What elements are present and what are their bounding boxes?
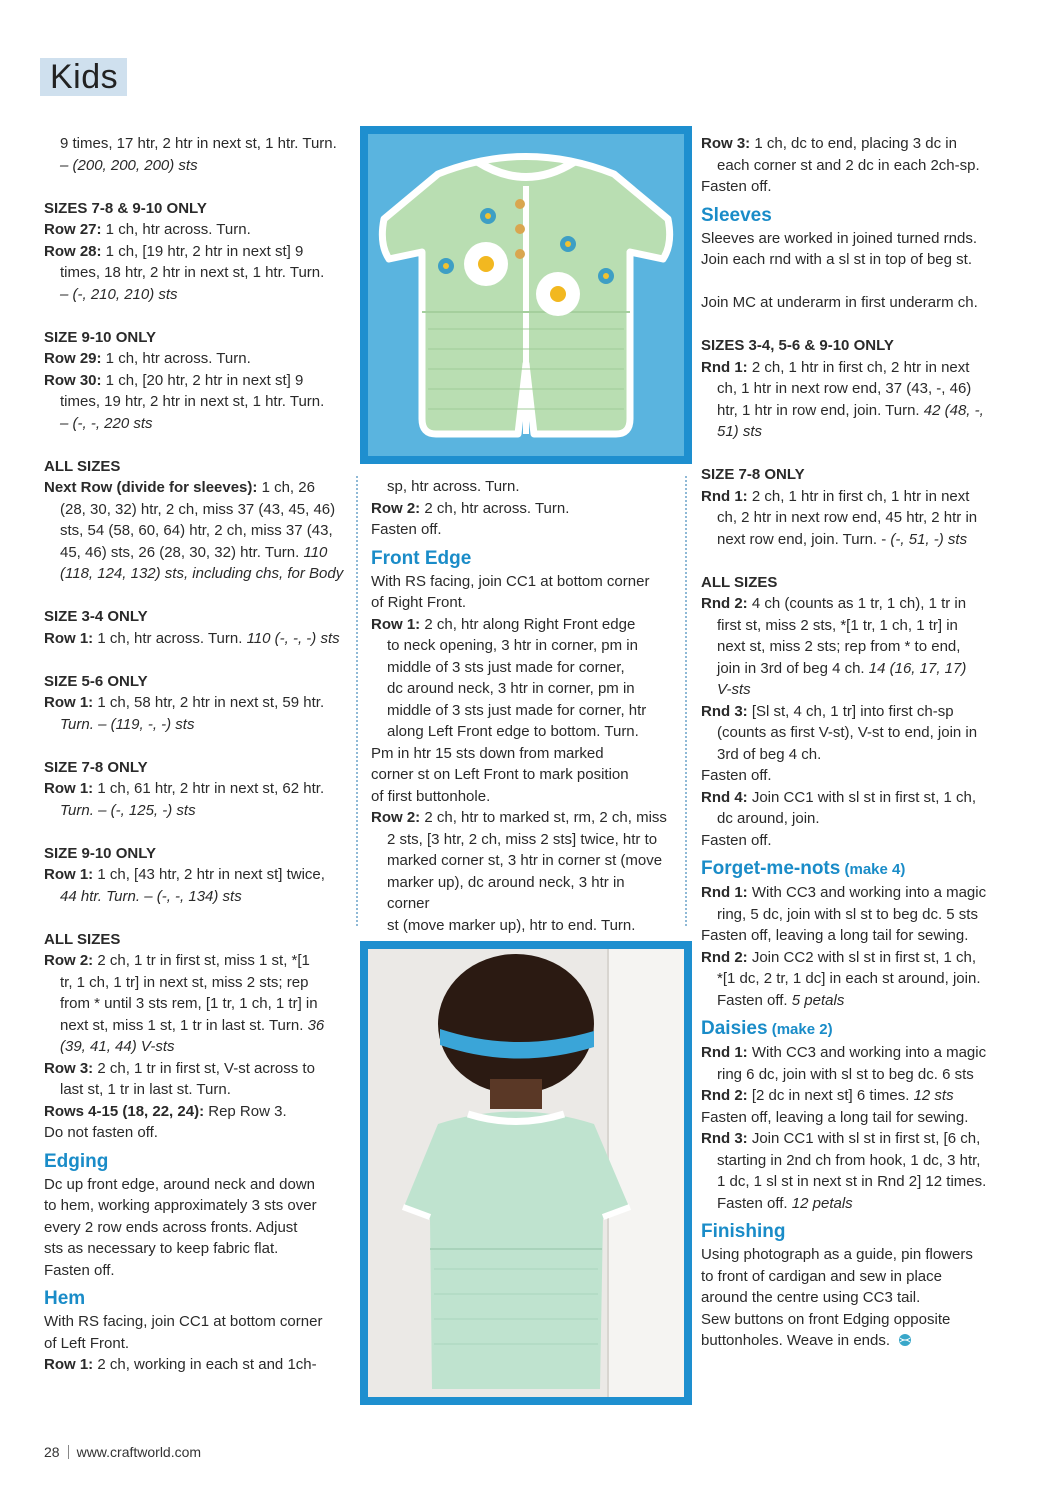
text-line: Pm in htr 15 sts down from marked [371, 744, 604, 762]
row-label: Row 27: [44, 221, 102, 238]
text-line: Sleeves are worked in joined turned rnds. [701, 229, 977, 247]
footer-divider [68, 1445, 69, 1459]
section-heading-sleeves: Sleeves [701, 204, 772, 226]
stitch-count: – (-, 210, 210) sts [60, 285, 178, 303]
text-line: dc around neck, 3 htr in corner, pm in [387, 680, 635, 697]
row-text: Rep Row 3. [204, 1102, 287, 1120]
text-line: middle of 3 sts just made for corner, [387, 658, 625, 676]
text-line: first st, miss 2 sts, *[1 tr, 1 ch, 1 tr] in [717, 616, 958, 634]
stitch-count: 14 (16, 17, 17) [864, 659, 967, 677]
text-line: sts as necessary to keep fabric flat. [44, 1240, 279, 1257]
cardigan-front-photo [360, 126, 692, 464]
row-text: 1 ch, [20 htr, 2 htr in next st] 9 [101, 371, 304, 389]
row-text: 2 ch, htr along Right Front edge [420, 615, 636, 633]
row-label: Rnd 1: [701, 1044, 748, 1061]
stitch-count: – (200, 200, 200) sts [60, 156, 198, 174]
size-heading: SIZES 3-4, 5-6 & 9-10 ONLY [701, 337, 894, 354]
section-heading-finishing: Finishing [701, 1221, 786, 1242]
stitch-count: Turn. – (119, -, -) sts [60, 715, 195, 733]
row-label: Rnd 1: [701, 884, 748, 901]
size-heading: SIZE 5-6 ONLY [44, 672, 148, 690]
text-line: ch, 2 htr in next row end, 45 htr, 2 htr in [717, 509, 978, 526]
size-heading: ALL SIZES [701, 573, 778, 591]
text-line: to front of cardigan and sew in place [701, 1267, 942, 1285]
stitch-count: 51) sts [717, 423, 763, 440]
row-text: 1 ch, 61 htr, 2 htr in next st, 62 htr. [93, 780, 325, 797]
row-label: Rnd 2: [701, 1087, 748, 1104]
child-back-illustration [368, 949, 684, 1397]
row-label: Row 3: [701, 135, 751, 152]
section-heading-edging: Edging [44, 1150, 109, 1172]
text-line: ring 6 dc, join with sl st to beg dc. 6 sts [717, 1065, 974, 1083]
row-text: 1 ch, htr across. Turn. [101, 221, 251, 238]
text-line: next st, miss 2 sts; rep from * to end, [717, 638, 961, 655]
text-line: Sew buttons on front Edging opposite [701, 1310, 951, 1328]
pattern-column-3 [701, 133, 1006, 1352]
text-line: ring, 5 dc, join with sl st to beg dc. 5 sts [717, 905, 978, 923]
stitch-count: (-, 51, -) sts [886, 530, 968, 548]
row-label: Row 29: [44, 350, 102, 367]
text-line: last st, 1 tr in last st. Turn. [60, 1081, 231, 1098]
text-line: (28, 30, 32) htr, 2 ch, miss 37 (43, 45, 46) [60, 500, 336, 518]
row-text: 2 ch, 1 htr in first ch, 2 htr in next [747, 358, 970, 376]
row-label: Row 30: [44, 371, 102, 389]
text-line: 1 dc, 1 sl st in next st in Rnd 2] 12 times. [717, 1173, 987, 1190]
stitch-count: 42 (48, -, [919, 401, 984, 419]
text-line: Fasten off, leaving a long tail for sewing. [701, 1108, 969, 1126]
row-label: Rnd 1: [701, 487, 748, 505]
text-line: Fasten off, leaving a long tail for sewing. [701, 927, 969, 944]
text-line: Dc up front edge, around neck and down [44, 1175, 316, 1193]
size-heading: SIZE 7-8 ONLY [701, 466, 805, 483]
row-label: Row 1: [44, 694, 94, 711]
row-label: Row 2: [371, 809, 421, 826]
text-line: of first buttonhole. [371, 787, 491, 805]
row-label: Rnd 2: [701, 948, 748, 966]
row-text: 2 ch, 1 tr in first st, V-st across to [93, 1059, 315, 1077]
row-label: Row 1: [371, 615, 421, 633]
stitch-count: (118, 124, 132) sts, including chs, for Body [60, 565, 344, 582]
size-heading: ALL SIZES [44, 930, 121, 948]
size-heading: SIZES 7-8 & 9-10 ONLY [44, 199, 207, 217]
heading-note: (make 2) [767, 1021, 833, 1038]
pattern-column-1 [44, 133, 349, 1376]
section-heading-hem: Hem [44, 1288, 86, 1309]
row-text: Join CC1 with sl st in first st, 1 ch, [747, 788, 977, 806]
stitch-count: V-sts [717, 681, 751, 698]
text-line: 45, 46) sts, 26 (28, 30, 32) htr. Turn. [60, 543, 300, 561]
text-line: every 2 row ends across fronts. Adjust [44, 1218, 298, 1236]
section-tag: Kids [40, 58, 127, 96]
row-label: Rows 4-15 (18, 22, 24): [44, 1102, 205, 1120]
text-line: next row end, join. Turn. - [717, 530, 887, 548]
row-label: Next Row (divide for sleeves): [44, 479, 258, 496]
text-line: times, 18 htr, 2 htr in next st, 1 htr. Turn. [60, 264, 325, 281]
text-line: to hem, working approximately 3 sts over [44, 1197, 317, 1214]
column-divider [685, 476, 687, 926]
section-heading-daisies [701, 1017, 1006, 1042]
row-label: Row 1: [44, 780, 94, 797]
stitch-count: 110 [299, 543, 328, 561]
text-line: join in 3rd of beg 4 ch. [717, 659, 865, 677]
text-line: around the centre using CC3 tail. [701, 1289, 921, 1306]
row-text: 2 ch, htr across. Turn. [420, 499, 570, 517]
row-label: Row 28: [44, 242, 102, 260]
row-text: 2 ch, 1 tr in first st, miss 1 st, *[1 [93, 952, 310, 969]
text-line: Join MC at underarm in first underarm ch. [701, 294, 978, 311]
stitch-count: – (-, -, 220 sts [60, 414, 153, 432]
text-line: Fasten off. [701, 831, 772, 849]
row-label: Row 1: [44, 866, 94, 883]
text-line: along Left Front edge to bottom. Turn. [387, 723, 639, 740]
page-footer [44, 1444, 201, 1460]
stitch-count: 12 sts [909, 1087, 954, 1104]
row-label: Row 2: [371, 499, 421, 517]
row-text: Join CC1 with sl st in first st, [6 ch, [747, 1130, 981, 1147]
stitch-count: (39, 41, 44) V-sts [60, 1038, 175, 1055]
size-heading: SIZE 7-8 ONLY [44, 758, 148, 776]
row-label: Row 3: [44, 1059, 94, 1077]
text-line: each corner st and 2 dc in each 2ch-sp. [717, 156, 980, 174]
text-line: 2 sts, [3 htr, 2 ch, miss 2 sts] twice, htr to [387, 830, 658, 848]
heading-text: Daisies [701, 1018, 768, 1039]
stitch-count: 44 htr. Turn. – (-, -, 134) sts [60, 887, 242, 905]
text-line: 9 times, 17 htr, 2 htr in next st, 1 htr. Turn. [60, 135, 337, 152]
text-line: Join each rnd with a sl st in top of beg st. [701, 251, 972, 268]
stitch-count: 12 petals [787, 1194, 853, 1212]
text-line: ch, 1 htr in next row end, 37 (43, -, 46) [717, 380, 972, 397]
text-line: st (move marker up), htr to end. Turn. [387, 916, 636, 934]
text-line: Fasten off. [717, 1194, 788, 1212]
row-label: Row 2: [44, 952, 94, 969]
stitch-count: 5 petals [787, 991, 845, 1009]
text-line: Fasten off. [44, 1261, 115, 1279]
row-text: 2 ch, htr to marked st, rm, 2 ch, miss [420, 809, 667, 826]
text-line: times, 19 htr, 2 htr in next st, 1 htr. Turn. [60, 393, 325, 410]
text-line: Fasten off. [701, 767, 772, 784]
text-line: htr, 1 htr in row end, join. Turn. [717, 401, 920, 419]
text-line: of Right Front. [371, 594, 467, 611]
row-text: 1 ch, dc to end, placing 3 dc in [750, 135, 957, 152]
text-line: dc around, join. [717, 810, 820, 827]
size-heading: SIZE 3-4 ONLY [44, 608, 148, 625]
row-label: Rnd 3: [701, 702, 748, 720]
row-label: Row 1: [44, 629, 94, 647]
row-label: Rnd 2: [701, 595, 748, 612]
child-back-photo [360, 941, 692, 1405]
row-text: 1 ch, [19 htr, 2 htr in next st] 9 [101, 242, 304, 260]
text-line: to neck opening, 3 htr in corner, pm in [387, 637, 638, 654]
row-label: Rnd 3: [701, 1130, 748, 1147]
text-line: Fasten off. [701, 178, 772, 195]
row-text: Join CC2 with sl st in first st, 1 ch, [747, 948, 977, 966]
row-text: 1 ch, 58 htr, 2 htr in next st, 59 htr. [93, 694, 325, 711]
yarn-ball-icon [898, 1333, 912, 1347]
row-text: 4 ch (counts as 1 tr, 1 ch), 1 tr in [747, 595, 967, 612]
text-line: With RS facing, join CC1 at bottom corner [371, 572, 650, 590]
page-number: 28 [44, 1444, 60, 1460]
text-line: Do not fasten off. [44, 1124, 158, 1141]
stitch-count: Turn. – (-, 125, -) sts [60, 801, 196, 819]
text-line: sp, htr across. Turn. [387, 478, 520, 495]
size-heading: ALL SIZES [44, 457, 121, 475]
heading-note: (make 4) [840, 861, 906, 878]
section-heading-front-edge: Front Edge [371, 547, 472, 569]
cardigan-front-illustration [368, 134, 684, 456]
row-text: With CC3 and working into a magic [747, 884, 987, 901]
row-text: 1 ch, htr across. Turn. [93, 629, 243, 647]
text-line: middle of 3 sts just made for corner, htr [387, 701, 647, 719]
row-label: Row 1: [44, 1356, 94, 1373]
website-link[interactable]: www.craftworld.com [76, 1444, 202, 1460]
text-line: marker up), dc around neck, 3 htr in corner [387, 873, 625, 912]
text-line: Using photograph as a guide, pin flowers [701, 1246, 973, 1263]
size-heading: SIZE 9-10 ONLY [44, 328, 156, 346]
row-label: Rnd 4: [701, 788, 748, 806]
text-line: sts, 54 (58, 60, 64) htr, 2 ch, miss 37 (43, [60, 522, 333, 539]
row-text: With CC3 and working into a magic [747, 1044, 987, 1061]
row-text: [Sl st, 4 ch, 1 tr] into first ch-sp [747, 702, 954, 720]
text-line: *[1 dc, 2 tr, 1 dc] in each st around, join. [717, 970, 981, 987]
size-heading: SIZE 9-10 ONLY [44, 844, 156, 862]
text-line: tr, 1 ch, 1 tr] in next st, miss 2 sts; rep [60, 973, 309, 991]
text-line: With RS facing, join CC1 at bottom corner [44, 1313, 323, 1330]
column-divider [356, 476, 358, 926]
row-text: 2 ch, working in each st and 1ch- [93, 1356, 317, 1373]
text-line: from * until 3 sts rem, [1 tr, 1 ch, 1 tr] in [60, 995, 318, 1012]
text-line: Fasten off. [717, 991, 788, 1009]
text-line: next st, miss 1 st, 1 tr in last st. Turn. [60, 1016, 304, 1034]
text-line: Fasten off. [371, 521, 442, 538]
row-label: Rnd 1: [701, 358, 748, 376]
text-line: buttonholes. Weave in ends. [701, 1332, 891, 1349]
stitch-count: 110 (-, -, -) sts [242, 629, 340, 647]
text-line: of Left Front. [44, 1334, 130, 1352]
text-line: 3rd of beg 4 ch. [717, 745, 822, 763]
row-text: [2 dc in next st] 6 times. [747, 1087, 910, 1104]
row-text: 1 ch, [43 htr, 2 htr in next st] twice, [93, 866, 325, 883]
heading-text: Forget-me-nots [701, 858, 841, 879]
section-heading-forget-me-nots [701, 857, 1006, 882]
row-text: 2 ch, 1 htr in first ch, 1 htr in next [747, 487, 970, 505]
row-text: 1 ch, htr across. Turn. [101, 350, 251, 367]
row-text: 1 ch, 26 [257, 479, 315, 496]
text-line: starting in 2nd ch from hook, 1 dc, 3 htr, [717, 1151, 981, 1169]
text-line: marked corner st, 3 htr in corner st (move [387, 852, 663, 869]
pattern-column-2 [371, 476, 671, 936]
text-line: corner st on Left Front to mark position [371, 766, 629, 783]
stitch-count: 36 [303, 1016, 325, 1034]
text-line: (counts as first V-st), V-st to end, join in [717, 724, 978, 741]
